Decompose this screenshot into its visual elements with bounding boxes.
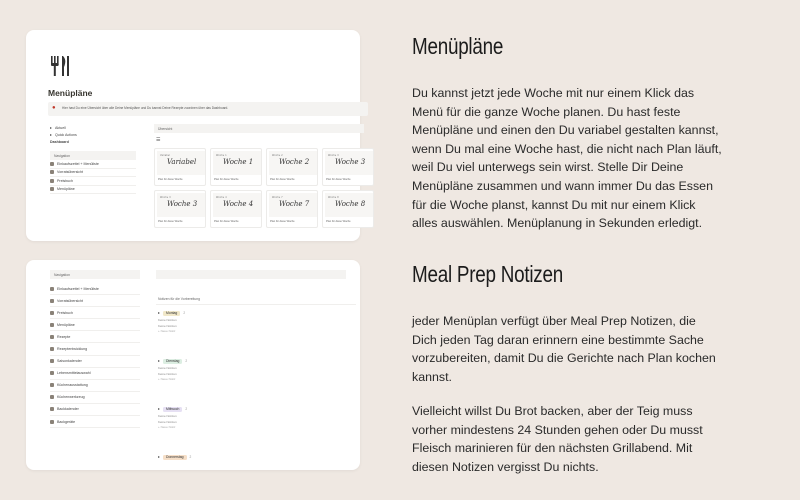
navigation-header: Navigation <box>50 270 140 279</box>
nav-item-label: Saisonkalender <box>57 359 82 364</box>
nav-item[interactable] <box>50 368 140 380</box>
callout-text: Hier hast Du eine Übersicht über alle Deine Menüpläne und Du kannst Deine Rezepte zuordnen über das Dashboard. <box>62 106 229 110</box>
paragraph-brot-backen: Vielleicht willst Du Brot backen, aber der Teig muss vorher mindestens 24 Stunden gehen oder Du musst Fleisch marinieren für den nächsten Grillabend. Mit diesen Notizen vergisst Du nichts. <box>412 404 703 474</box>
note-placeholder: Keine Notizen <box>158 372 177 376</box>
card-small-label: Variabel <box>160 154 171 157</box>
card-thumbnail <box>213 193 261 217</box>
card-footer: Plan für diese Woche <box>158 178 183 181</box>
note-placeholder: Keine Notizen <box>158 420 177 424</box>
nav-item-vorratsuebersicht[interactable] <box>50 169 136 178</box>
nav-item[interactable] <box>50 343 140 355</box>
new-note-button[interactable]: + Neue Notiz <box>158 377 176 381</box>
nav-item[interactable] <box>50 416 140 428</box>
plan-card[interactable] <box>322 190 374 228</box>
card-small-label: Woche 1 <box>216 154 227 157</box>
plan-card[interactable] <box>266 190 318 228</box>
card-thumbnail <box>325 151 373 175</box>
note-placeholder: Keine Notizen <box>158 318 177 322</box>
card-thumbnail <box>325 193 373 217</box>
nav-item-label: Preisbuch <box>57 310 73 315</box>
nav-item[interactable] <box>50 392 140 404</box>
nav-item[interactable] <box>50 295 140 307</box>
notes-content <box>156 270 356 497</box>
header-box <box>156 270 346 279</box>
plan-card[interactable] <box>154 190 206 228</box>
flask-icon <box>50 347 54 351</box>
card-small-label: Woche 8 <box>328 196 339 199</box>
sidebar-item-label: Aktuell <box>55 125 66 130</box>
card-script-title: Variabel <box>167 158 197 166</box>
new-note-button[interactable]: + Neue Notiz <box>158 329 176 333</box>
paragraph-meal-prep: jeder Menüplan verfügt über Meal Prep Notizen, die Dich jeden Tag daran erinnern eine bestimmte Sache vorzubereiten, damit Du die Gerichte nach Plan kochen kannst. <box>412 314 716 384</box>
day-tag: Mittwoch <box>163 407 182 412</box>
card-footer: Plan für diese Woche <box>214 178 239 181</box>
card-script-title: Woche 2 <box>279 158 310 166</box>
heading-menueplaene: Menüpläne <box>412 33 504 59</box>
list-icon <box>50 162 54 166</box>
leaf-icon <box>50 359 54 363</box>
navigation-header: Navigation <box>50 151 136 160</box>
tool-icon <box>50 395 54 399</box>
triangle-icon[interactable] <box>158 456 160 458</box>
plan-card[interactable] <box>322 148 374 186</box>
nav-item[interactable] <box>50 331 140 343</box>
note-placeholder: Keine Notizen <box>158 324 177 328</box>
card-thumbnail <box>213 151 261 175</box>
card-small-label: Woche 4 <box>216 196 227 199</box>
meal-prep-screenshot <box>26 260 360 470</box>
sidebar-item-label: Quick Actions <box>55 132 77 137</box>
day-tag: Montag <box>163 311 180 316</box>
card-thumbnail <box>157 151 205 175</box>
nav-item-label: Einkaufszettel + Menüliste <box>57 161 99 166</box>
pin-icon: ● <box>52 105 56 111</box>
nav-item-label: Menüpläne <box>57 322 75 327</box>
nav-item[interactable] <box>50 319 140 331</box>
nav-item[interactable] <box>50 307 140 319</box>
nav-item-label: Rezepte <box>57 334 71 339</box>
calendar-icon <box>50 323 54 327</box>
nav-item-label: Preisbuch <box>57 178 73 183</box>
oven-icon <box>50 420 54 424</box>
nav-item-einkaufszettel[interactable] <box>50 160 136 169</box>
nav-item-label: Rezeptentwicklung <box>57 347 88 352</box>
card-footer: Plan für diese Woche <box>326 220 351 223</box>
sidebar-toggle-aktuell[interactable] <box>50 124 136 131</box>
nav-item-menueplaene[interactable] <box>50 186 136 195</box>
day-count: 2 <box>185 359 188 363</box>
card-small-label: Woche 2 <box>272 154 283 157</box>
list-icon <box>50 287 54 291</box>
card-footer: Plan für diese Woche <box>270 178 295 181</box>
sidebar <box>50 124 136 194</box>
nav-item-preisbuch[interactable] <box>50 177 136 186</box>
nav-item-label: Backkalender <box>57 407 79 412</box>
card-script-title: Woche 7 <box>279 200 310 208</box>
card-script-title: Woche 3 <box>167 200 198 208</box>
book-icon <box>50 311 54 315</box>
card-footer: Plan für diese Woche <box>270 220 295 223</box>
day-group-montag <box>156 309 356 353</box>
day-tag: Dienstag <box>163 359 182 364</box>
card-script-title: Woche 4 <box>223 200 254 208</box>
page-title: Menüpläne <box>48 88 93 98</box>
notes-header: Notizen für die Vorbereitung <box>156 297 356 305</box>
bread-icon <box>50 407 54 411</box>
nav-item-label: Küchenausstattung <box>57 383 88 388</box>
day-tag: Donnerstag <box>163 455 187 460</box>
box-icon <box>50 299 54 303</box>
triangle-icon[interactable] <box>158 312 160 314</box>
new-note-button[interactable]: + Neue Notiz <box>158 425 176 429</box>
nav-item[interactable] <box>50 356 140 368</box>
nav-item-label: Menüpläne <box>57 187 75 192</box>
nav-item-label: Küchenwerkzeug <box>57 395 85 400</box>
day-count: 2 <box>183 311 186 315</box>
calendar-icon <box>50 187 54 191</box>
apple-icon <box>50 371 54 375</box>
plan-card[interactable] <box>154 148 206 186</box>
nav-item-label: Vorratsübersicht <box>57 170 83 175</box>
day-group-donnerstag <box>156 453 356 497</box>
card-small-label: Woche 3 <box>328 154 339 157</box>
day-group-mittwoch <box>156 405 356 449</box>
book-icon <box>50 179 54 183</box>
day-count: 2 <box>185 407 188 411</box>
card-thumbnail <box>269 193 317 217</box>
nav-item-label: Vorratsübersicht <box>57 298 83 303</box>
plan-card[interactable] <box>210 148 262 186</box>
sidebar <box>50 270 140 428</box>
callout <box>48 102 368 116</box>
plan-card[interactable] <box>210 190 262 228</box>
note-placeholder: Keine Notizen <box>158 414 177 418</box>
card-thumbnail <box>269 151 317 175</box>
sidebar-toggle-quick-actions[interactable] <box>50 131 136 138</box>
nav-item[interactable] <box>50 283 140 295</box>
plan-card[interactable] <box>266 148 318 186</box>
triangle-icon <box>50 134 52 136</box>
paragraph-menueplaene: Du kannst jetzt jede Woche mit nur einem Klick das Menü für die ganze Woche planen. Du hast feste Menüpläne und einen den Du variabel gestalten kannst, wenn Du mal eine Woche hast, die nicht nach Plan läuft, weil Du viel unterwegs sein wirst. Stelle Dir Deine Menüpläne zusammen und wann immer Du das Essen für die Woche planst, kannst Du mit nur einem Klick alles auswählen. Menüplanung in Sekunden erledigt. <box>412 86 722 231</box>
overview-header: Übersicht <box>154 124 364 133</box>
heading-meal-prep: Meal Prep Notizen <box>412 261 563 287</box>
card-script-title: Woche 1 <box>223 158 254 166</box>
menu-icon[interactable]: ☰ <box>156 137 161 143</box>
sidebar-item-dashboard[interactable] <box>50 138 136 145</box>
triangle-icon[interactable] <box>158 408 160 410</box>
recipe-icon <box>50 335 54 339</box>
day-count: 2 <box>189 455 192 459</box>
card-script-title: Woche 8 <box>335 200 366 208</box>
day-group-dienstag <box>156 357 356 401</box>
nav-item-label: Lebensmittelauswahl <box>57 371 91 376</box>
note-placeholder: Keine Notizen <box>158 366 177 370</box>
main-content <box>154 124 366 223</box>
card-footer: Plan für diese Woche <box>214 220 239 223</box>
nav-item[interactable] <box>50 404 140 416</box>
card-footer: Plan für diese Woche <box>158 220 183 223</box>
nav-item[interactable] <box>50 380 140 392</box>
triangle-icon <box>50 127 52 129</box>
card-small-label: Woche 3 <box>160 196 171 199</box>
sidebar-item-label: Dashboard <box>50 139 69 144</box>
card-thumbnail <box>157 193 205 217</box>
nav-item-label: Backgeräte <box>57 419 76 424</box>
triangle-icon[interactable] <box>158 360 160 362</box>
card-script-title: Woche 3 <box>335 158 366 166</box>
nav-item-label: Einkaufszettel + Menüliste <box>57 286 99 291</box>
menuplaene-screenshot <box>26 30 366 241</box>
card-footer: Plan für diese Woche <box>326 178 351 181</box>
pot-icon <box>50 383 54 387</box>
box-icon <box>50 170 54 174</box>
cutlery-icon <box>50 54 70 78</box>
card-small-label: Woche 7 <box>272 196 283 199</box>
